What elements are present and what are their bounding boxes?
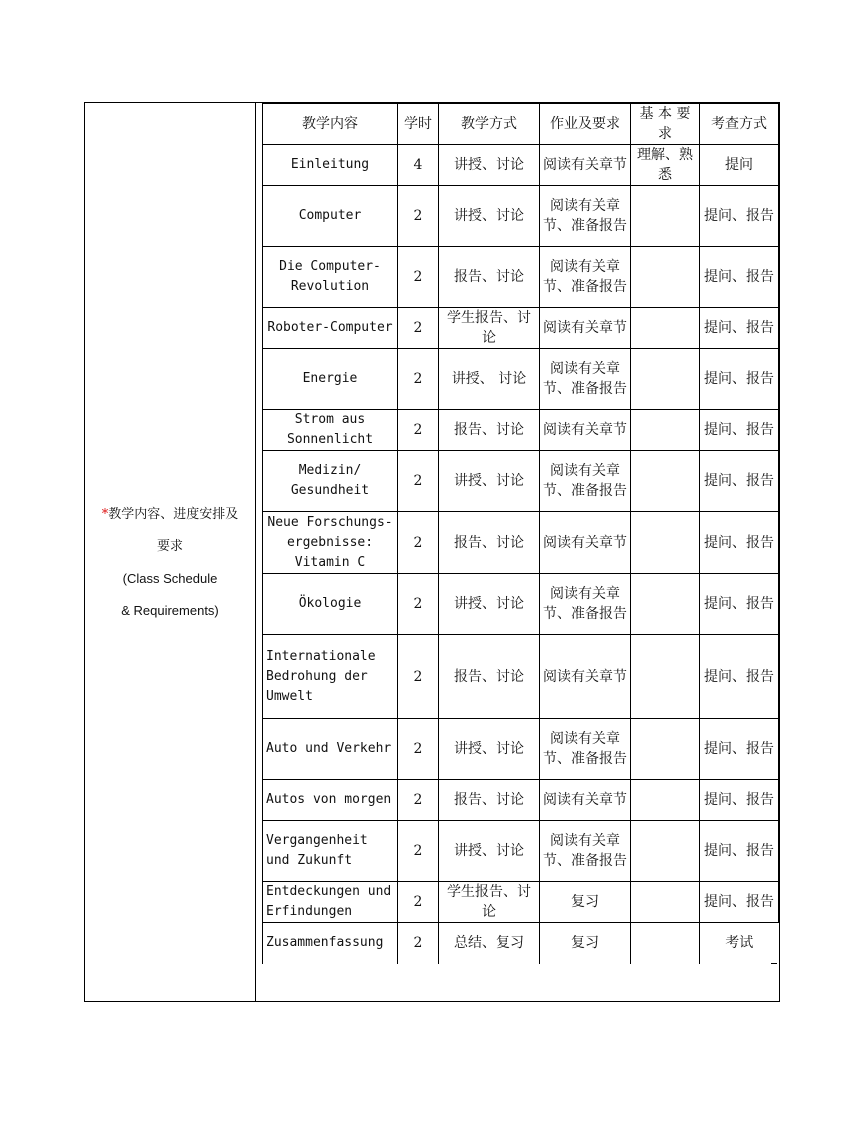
method-cell: 报告、讨论 — [439, 410, 540, 451]
homework-cell: 阅读有关章节 — [540, 410, 631, 451]
topic-cell: Strom aus Sonnenlicht — [263, 410, 398, 451]
method-cell: 讲授、讨论 — [439, 574, 540, 635]
header-content: 教学内容 — [263, 104, 398, 145]
hours-cell: 2 — [398, 923, 439, 964]
table-row — [263, 308, 779, 349]
table-row — [263, 780, 779, 821]
basic-cell — [631, 882, 700, 923]
assessment-cell: 提问、报告 — [700, 780, 779, 821]
basic-cell — [631, 635, 700, 719]
hours-cell: 2 — [398, 719, 439, 780]
section-label-cn-1: *教学内容、进度安排及 — [101, 507, 239, 522]
method-cell: 讲授、讨论 — [439, 821, 540, 882]
header-row — [263, 104, 779, 145]
section-label-cell — [85, 103, 256, 1001]
table-row — [263, 145, 779, 186]
assessment-cell: 提问、报告 — [700, 349, 779, 410]
basic-cell: 理解、熟悉 — [631, 145, 700, 186]
table-row — [263, 349, 779, 410]
section-label-cn-2: 要求 — [156, 539, 183, 554]
assessment-cell: 考试 — [700, 923, 779, 964]
table-row — [263, 821, 779, 882]
topic-cell: Die Computer-Revolution — [263, 247, 398, 308]
table-end-tick — [771, 963, 777, 964]
header-basic: 基 本 要求 — [631, 104, 700, 145]
method-cell: 讲授、讨论 — [439, 719, 540, 780]
header-hours: 学时 — [398, 104, 439, 145]
method-cell: 讲授、讨论 — [439, 186, 540, 247]
basic-cell — [631, 780, 700, 821]
section-label-en-1: (Class Schedule — [122, 571, 218, 586]
homework-cell: 阅读有关章节、准备报告 — [540, 719, 631, 780]
topic-cell: Ökologie — [263, 574, 398, 635]
basic-cell — [631, 512, 700, 574]
assessment-cell: 提问、报告 — [700, 882, 779, 923]
hours-cell: 2 — [398, 635, 439, 719]
homework-cell: 阅读有关章节、准备报告 — [540, 349, 631, 410]
topic-cell: Internationale Bedrohung der Umwelt — [263, 635, 398, 719]
method-cell: 报告、讨论 — [439, 780, 540, 821]
basic-cell — [631, 186, 700, 247]
basic-cell — [631, 451, 700, 512]
assessment-cell: 提问、报告 — [700, 308, 779, 349]
table-row — [263, 882, 779, 923]
homework-cell: 阅读有关章节 — [540, 780, 631, 821]
method-cell: 学生报告、讨论 — [439, 882, 540, 923]
homework-cell: 阅读有关章节、准备报告 — [540, 821, 631, 882]
hours-cell: 2 — [398, 186, 439, 247]
assessment-cell: 提问 — [700, 145, 779, 186]
assessment-cell: 提问、报告 — [700, 451, 779, 512]
table-row — [263, 410, 779, 451]
topic-cell: Computer — [263, 186, 398, 247]
method-cell: 讲授、 讨论 — [439, 349, 540, 410]
basic-cell — [631, 719, 700, 780]
basic-cell — [631, 410, 700, 451]
hours-cell: 2 — [398, 882, 439, 923]
homework-cell: 阅读有关章节、准备报告 — [540, 247, 631, 308]
header-homework: 作业及要求 — [540, 104, 631, 145]
homework-cell: 阅读有关章节、准备报告 — [540, 574, 631, 635]
table-row — [263, 923, 779, 964]
method-cell: 报告、讨论 — [439, 247, 540, 308]
basic-cell — [631, 574, 700, 635]
table-row — [263, 512, 779, 574]
basic-cell — [631, 923, 700, 964]
assessment-cell: 提问、报告 — [700, 719, 779, 780]
header-assessment: 考查方式 — [700, 104, 779, 145]
hours-cell: 2 — [398, 451, 439, 512]
topic-cell: Neue Forschungs-ergebnisse: Vitamin C — [263, 512, 398, 574]
topic-cell: Auto und Verkehr — [263, 719, 398, 780]
basic-cell — [631, 349, 700, 410]
topic-cell: Medizin/ Gesundheit — [263, 451, 398, 512]
assessment-cell: 提问、报告 — [700, 635, 779, 719]
assessment-cell: 提问、报告 — [700, 821, 779, 882]
basic-cell — [631, 821, 700, 882]
hours-cell: 2 — [398, 512, 439, 574]
topic-cell: Roboter-Computer — [263, 308, 398, 349]
schedule-frame — [84, 102, 780, 1002]
table-row — [263, 451, 779, 512]
homework-cell: 阅读有关章节、准备报告 — [540, 186, 631, 247]
table-row — [263, 574, 779, 635]
homework-cell: 复习 — [540, 923, 631, 964]
table-row — [263, 247, 779, 308]
assessment-cell: 提问、报告 — [700, 186, 779, 247]
required-star: * — [101, 507, 109, 522]
homework-cell: 阅读有关章节、准备报告 — [540, 451, 631, 512]
assessment-cell: 提问、报告 — [700, 512, 779, 574]
assessment-cell: 提问、报告 — [700, 247, 779, 308]
hours-cell: 2 — [398, 308, 439, 349]
method-cell: 报告、讨论 — [439, 635, 540, 719]
method-cell: 报告、讨论 — [439, 512, 540, 574]
header-method: 教学方式 — [439, 104, 540, 145]
basic-cell — [631, 308, 700, 349]
method-cell: 讲授、讨论 — [439, 145, 540, 186]
hours-cell: 2 — [398, 410, 439, 451]
table-row — [263, 719, 779, 780]
topic-cell: Energie — [263, 349, 398, 410]
hours-cell: 4 — [398, 145, 439, 186]
homework-cell: 阅读有关章节 — [540, 145, 631, 186]
table-row — [263, 635, 779, 719]
schedule-table — [262, 103, 779, 964]
topic-cell: Entdeckungen und Erfindungen — [263, 882, 398, 923]
homework-cell: 阅读有关章节 — [540, 308, 631, 349]
topic-cell: Zusammenfassung — [263, 923, 398, 964]
topic-cell: Vergangenheit und Zukunft — [263, 821, 398, 882]
homework-cell: 复习 — [540, 882, 631, 923]
hours-cell: 2 — [398, 349, 439, 410]
homework-cell: 阅读有关章节 — [540, 512, 631, 574]
basic-cell — [631, 247, 700, 308]
topic-cell: Einleitung — [263, 145, 398, 186]
section-label — [85, 499, 255, 627]
homework-cell: 阅读有关章节 — [540, 635, 631, 719]
assessment-cell: 提问、报告 — [700, 410, 779, 451]
method-cell: 讲授、讨论 — [439, 451, 540, 512]
hours-cell: 2 — [398, 821, 439, 882]
hours-cell: 2 — [398, 780, 439, 821]
method-cell: 学生报告、讨论 — [439, 308, 540, 349]
assessment-cell: 提问、报告 — [700, 574, 779, 635]
hours-cell: 2 — [398, 247, 439, 308]
section-label-en-2: & Requirements) — [121, 603, 219, 618]
topic-cell: Autos von morgen — [263, 780, 398, 821]
method-cell: 总结、复习 — [439, 923, 540, 964]
table-row — [263, 186, 779, 247]
hours-cell: 2 — [398, 574, 439, 635]
